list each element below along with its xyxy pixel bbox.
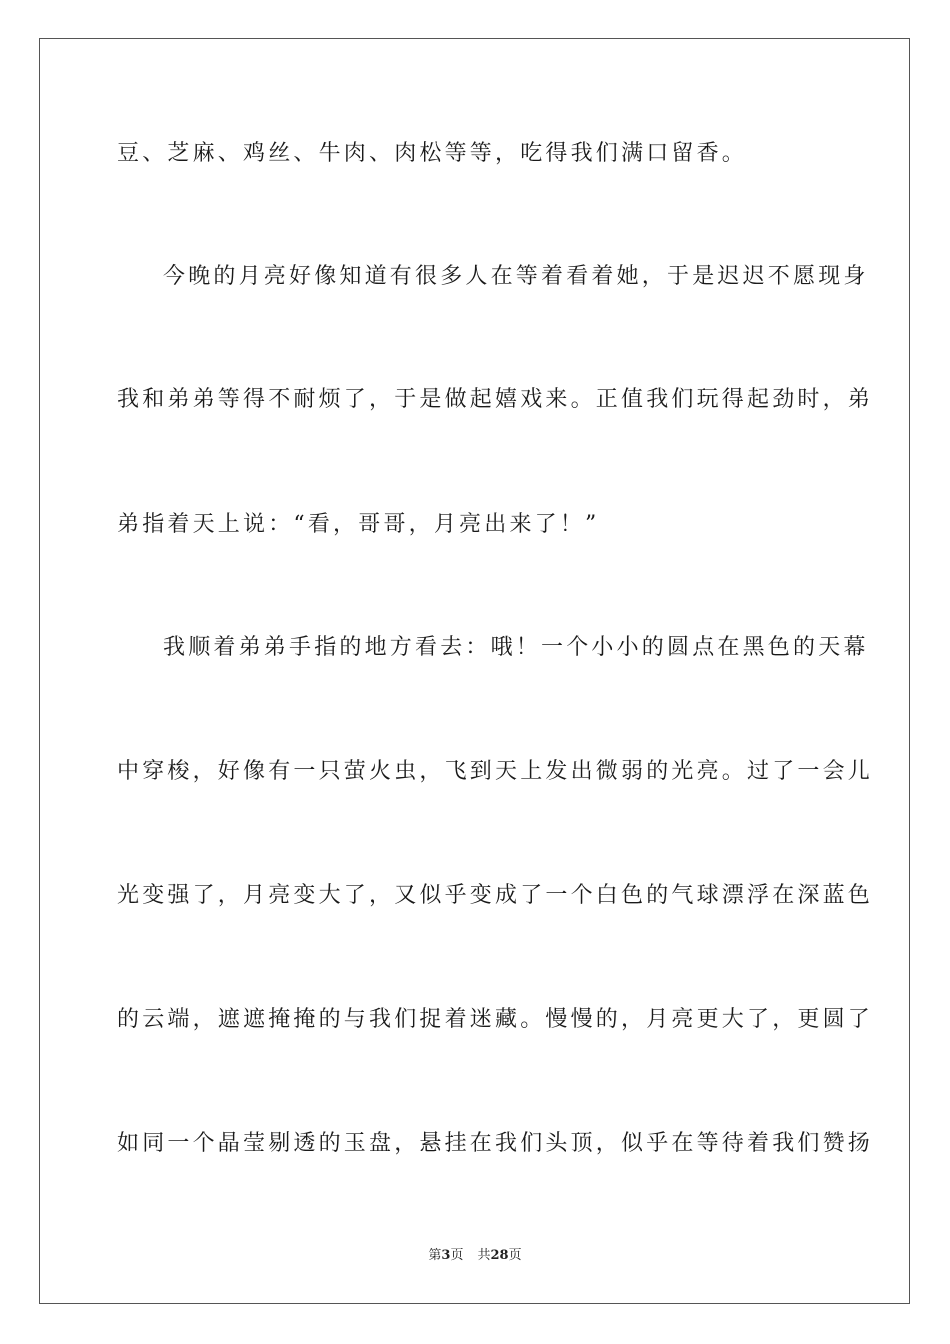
paragraph-line: 中穿梭，好像有一只萤火虫，飞到天上发出微弱的光亮。过了一会儿: [117, 759, 874, 784]
paragraph-line: 弟指着天上说：“看，哥哥，月亮出来了！”: [117, 512, 600, 537]
paragraph-line: 光变强了，月亮变大了，又似乎变成了一个白色的气球漂浮在深蓝色: [117, 883, 874, 908]
page-suffix: 页: [450, 1248, 464, 1263]
total-prefix: 共: [477, 1248, 491, 1263]
page-footer: [0, 1246, 950, 1266]
paragraph-line: 的云端，遮遮掩掩的与我们捉着迷藏。慢慢的，月亮更大了，更圆了: [117, 1007, 874, 1032]
paragraph-line: 如同一个晶莹剔透的玉盘，悬挂在我们头顶，似乎在等待着我们赞扬: [117, 1131, 874, 1156]
total-pages: 28: [490, 1248, 509, 1263]
page-border: [39, 38, 910, 1304]
page-number: 3: [441, 1248, 451, 1263]
paragraph-line: 我和弟弟等得不耐烦了，于是做起嬉戏来。正值我们玩得起劲时，弟: [117, 387, 874, 412]
paragraph-line: 我顺着弟弟手指的地方看去：哦！一个小小的圆点在黑色的天幕: [163, 635, 869, 660]
paragraph-line: 今晚的月亮好像知道有很多人在等着看着她，于是迟迟不愿现身: [163, 264, 869, 289]
page-prefix: 第: [428, 1248, 442, 1263]
paragraph-line: 豆、芝麻、鸡丝、牛肉、肉松等等，吃得我们满口留香。: [117, 141, 748, 166]
total-suffix: 页: [508, 1248, 522, 1263]
